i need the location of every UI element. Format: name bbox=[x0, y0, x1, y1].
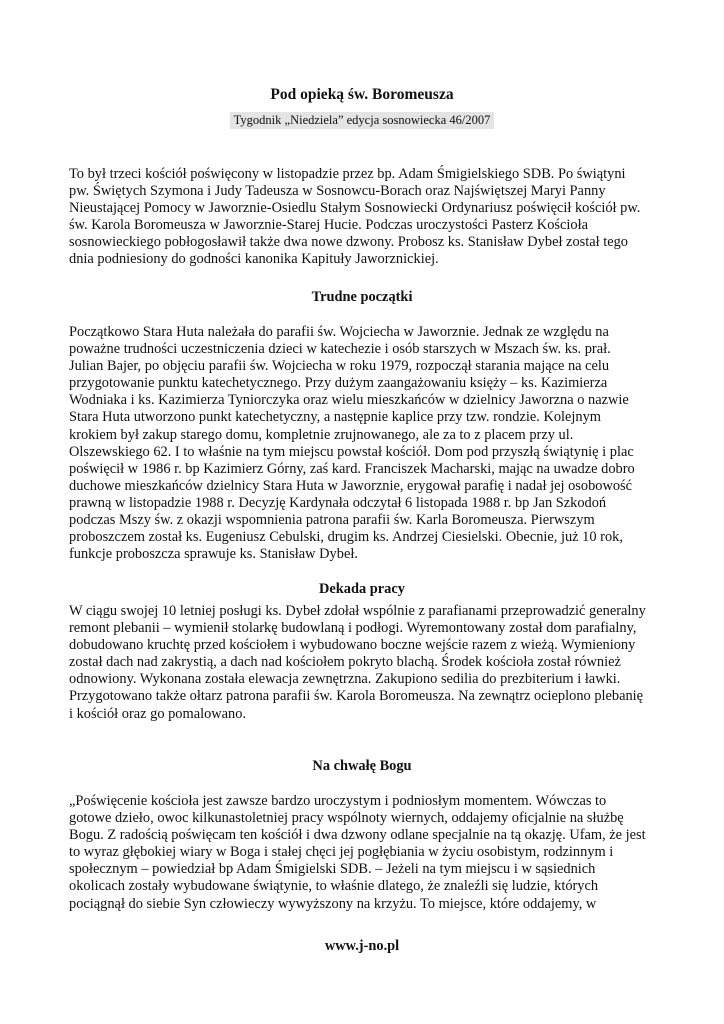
section-heading-trudne-poczatki: Trudne początki bbox=[311, 289, 413, 305]
paragraph-line: krokiem był zakup starego domu, kompletnie zrujnowanego, ale za to z placem przy ul. bbox=[69, 426, 574, 443]
paragraph-line: W ciągu swojej 10 letniej posługi ks. Dybeł zdołał wspólnie z parafianami przeprowadzić generalny bbox=[69, 603, 646, 619]
paragraph-line: dobudowano kruchtę przed kościołem i wybudowano boczne wejście razem z wieżą. Wymieniony bbox=[69, 637, 636, 654]
paragraph-na-chwale-bogu bbox=[69, 793, 659, 913]
paragraph-line: „Poświęcenie kościoła jest zawsze bardzo uroczystym i podniosłym momentem. Wówczas to bbox=[69, 793, 607, 809]
paragraph-line: Stara Huta utworzono punkt katechetyczny, a następnie kaplice przy tzw. rondzie. Kolejnym bbox=[69, 409, 601, 426]
paragraph-line: proboszczem został ks. Eugeniusz Cebulski, drugim ks. Andrzej Ciesielski. Obecnie, już 10 rok, bbox=[69, 529, 623, 546]
paragraph-line: podczas Mszy św. z okazji wspomnienia patrona parafii św. Karla Boromeusza. Pierwszym bbox=[69, 512, 595, 529]
paragraph-line: remont plebanii – wymienił stolarkę budowlaną i podłogi. Wyremontowany został dom parafialny, bbox=[69, 620, 637, 637]
paragraph-line: Olszewskiego 62. I to właśnie na tym miejscu powstał kościół. Dom pod przyszłą świątynię i plac bbox=[69, 443, 634, 460]
intro-paragraph bbox=[69, 166, 659, 269]
article-source: Tygodnik „Niedziela” edycja sosnowiecka 46/2007 bbox=[230, 112, 495, 129]
paragraph-line: To był trzeci kościół poświęcony w listopadzie przez bp. Adam Śmigielskiego SDB. Po świątyni bbox=[69, 166, 626, 182]
paragraph-line: to wyraz głębokiej wiary w Boga i stałej chęci jej pogłębiania w życiu osobistym, rodzinnym i bbox=[69, 844, 614, 861]
paragraph-line: przygotowanie punktu katechetycznego. Przy dużym zaangażowaniu księży – ks. Kazimierza bbox=[69, 375, 608, 392]
paragraph-line: pw. Świętych Szymona i Judy Tadeusza w Sosnowcu-Borach oraz Najświętszej Maryi Panny bbox=[69, 183, 606, 200]
paragraph-trudne-poczatki bbox=[69, 324, 659, 563]
paragraph-line: św. Karola Boromeusza w Jaworznie-Starej Hucie. Podczas uroczystości Pasterz Kościoła bbox=[69, 217, 588, 234]
paragraph-line: dnia podniesiony do godności kanonika Kapituły Jaworznickiej. bbox=[69, 251, 439, 268]
section-heading-dekada-pracy: Dekada pracy bbox=[319, 581, 405, 597]
article-title: Pod opieką św. Boromeusza bbox=[270, 86, 454, 103]
paragraph-line: duchowe mieszkańców dzielnicy Stara Huta w Jaworznie, erygował parafię i nadał jej osobowość bbox=[69, 477, 633, 494]
paragraph-line: odnowiony. Wykonana została elewacja zewnętrzna. Zakupiono sedilia do prezbiterium i ławki. bbox=[69, 671, 621, 688]
paragraph-line: Nieustającej Pomocy w Jaworznie-Osiedlu Stałym Sosnowiecki Ordynariusz poświęcił kościół pw. bbox=[69, 200, 641, 217]
paragraph-line: poświęcił w 1986 r. bp Kazimierz Górny, zaś kard. Franciszek Macharski, mając na uwadze dobro bbox=[69, 460, 635, 477]
paragraph-dekada-pracy bbox=[69, 603, 659, 723]
paragraph-line: Bogu. Z radością poświęcam ten kościół i dwa dzwony odlane specjalnie na tą okazję. Ufam, że jest bbox=[69, 827, 646, 844]
paragraph-line: Wodniaka i ks. Kazimierza Tyniorczyka oraz wielu mieszkańców w dzielnicy Jaworzna o nazwie bbox=[69, 392, 629, 409]
paragraph-line: Początkowo Stara Huta należała do parafii św. Wojciecha w Jaworznie. Jednak ze względu na bbox=[69, 324, 609, 340]
section-heading-na-chwale-bogu: Na chwałę Bogu bbox=[312, 758, 412, 774]
paragraph-line: został dach nad zakrystią, a dach nad kościołem pokryto blachą. Środek kościoła został również bbox=[69, 654, 621, 671]
paragraph-line: społecznym – powiedział bp Adam Śmigielski SDB. – Jeżeli na tym miejscu i w sąsiednich bbox=[69, 861, 596, 878]
paragraph-line: Przygotowano także ołtarz patrona parafii św. Karola Boromeusza. Na zewnątrz ocieplono plebanię bbox=[69, 688, 644, 705]
paragraph-line: funkcje proboszcza sprawuje ks. Stanisław Dybeł. bbox=[69, 546, 358, 563]
footer-url: www.j-no.pl bbox=[324, 938, 400, 954]
paragraph-line: pociągnął do siebie Syn człowieczy wywyższony na krzyżu. To miejsce, które oddajemy, w bbox=[69, 895, 597, 912]
paragraph-line: prawną w listopadzie 1988 r. Decyzję Kardynała odczytał 6 listopada 1988 r. bp Jan Szkodoń bbox=[69, 494, 607, 511]
paragraph-line: sosnowieckiego pobłogosławił także dwa nowe dzwony. Probosz ks. Stanisław Dybeł został tego bbox=[69, 234, 628, 251]
paragraph-line: gotowe dzieło, owoc kilkunastoletniej pracy wspólnoty wiernych, oddajemy oficjalnie na służbę bbox=[69, 810, 624, 827]
paragraph-line: i kościół oraz go pomalowano. bbox=[69, 705, 247, 722]
paragraph-line: poważne trudności uczestniczenia dzieci w katechezie i osób starszych w Mszach św. ks. prał. bbox=[69, 341, 611, 358]
paragraph-line: Julian Bajer, po objęciu parafii św. Wojciecha w roku 1979, rozpoczął starania mające na celu bbox=[69, 358, 610, 375]
paragraph-line: okolicach zostały wybudowane świątynie, to właśnie dlatego, że znaleźli się ludzie, których bbox=[69, 878, 599, 895]
subtitle-wrapper bbox=[0, 111, 724, 129]
